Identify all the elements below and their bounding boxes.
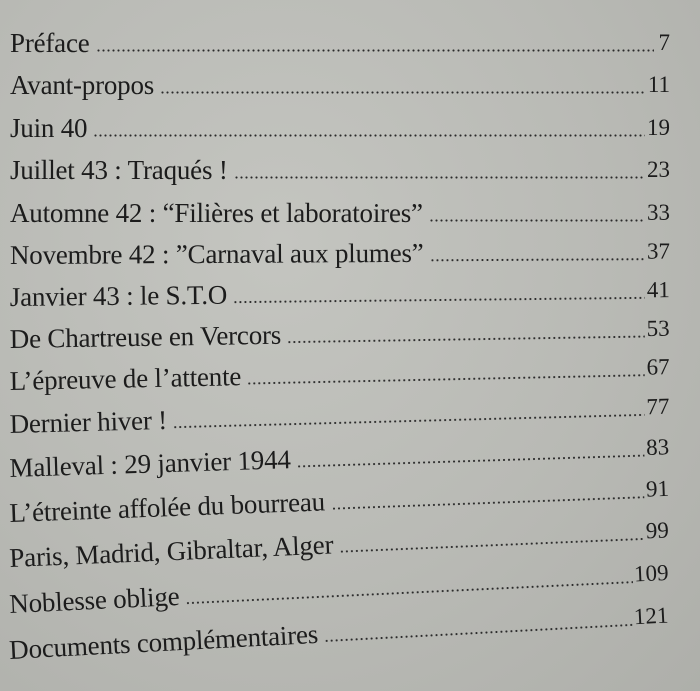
dot-leader: [430, 258, 645, 262]
dot-leader: [173, 413, 644, 428]
toc-entry-page-number: 121: [633, 602, 669, 630]
toc-entry-title: Janvier 43 : le S.T.O: [9, 279, 228, 312]
toc-entry-title: Dernier hiver !: [9, 404, 168, 439]
dot-leader: [297, 454, 645, 468]
toc-entry-title: Novembre 42 : ”Carnaval aux plumes”: [9, 237, 424, 270]
toc-entry-page-number: 77: [646, 393, 670, 420]
toc-entry-title: L’épreuve de l’attente: [9, 361, 242, 396]
toc-entry-novembre-42: [10, 231, 670, 270]
toc-entry-page-number: 83: [645, 434, 670, 460]
toc-entry-title: Juin 40: [10, 113, 88, 143]
toc-entry-page-number: 11: [647, 72, 670, 97]
toc-entry-juin-40: [10, 107, 670, 143]
toc-entry-title: Avant-propos: [10, 70, 155, 100]
toc-entry-title: Documents complémentaires: [8, 618, 319, 665]
toc-entry-page-number: 41: [646, 277, 670, 303]
toc-entry-juillet-43: [10, 149, 670, 185]
toc-entry-page-number: 23: [647, 157, 670, 182]
dot-leader: [247, 374, 644, 385]
dot-leader: [234, 176, 645, 179]
toc-entry-preface: [10, 22, 670, 58]
toc-entry-page-number: 19: [647, 115, 670, 140]
toc-entry-de-chartreuse: [9, 308, 669, 354]
dot-leader: [287, 335, 645, 344]
toc-entry-page-number: 37: [646, 238, 670, 264]
dot-leader: [339, 537, 644, 553]
toc-entry-page-number: 99: [645, 517, 670, 544]
toc-entry-page-number: 33: [647, 200, 670, 225]
dot-leader: [93, 134, 645, 137]
dot-leader: [96, 49, 654, 52]
toc-entry-title: Juillet 43 : Traqués !: [10, 155, 228, 185]
dot-leader: [233, 296, 645, 303]
toc-entry-page-number: 67: [646, 354, 670, 380]
toc-entry-automne-42: [10, 192, 670, 228]
toc-entry-avant-propos: [10, 64, 670, 100]
toc-entry-page-number: 91: [645, 475, 670, 502]
dot-leader: [324, 623, 632, 642]
toc-entry-page-number: 7: [658, 30, 670, 55]
dot-leader: [331, 496, 644, 510]
toc-entry-title: Noblesse oblige: [8, 581, 181, 619]
toc-entry-title: Automne 42 : “Filières et laboratoires”: [10, 198, 423, 228]
toc-entry-janvier-43: [10, 269, 670, 312]
toc-entry-title: Préface: [10, 28, 90, 58]
toc-entry-title: De Chartreuse en Vercors: [9, 319, 282, 354]
dot-leader: [429, 219, 645, 222]
toc-entry-title: L’étreinte affolée du bourreau: [8, 486, 326, 528]
toc-entry-title: Paris, Madrid, Gibraltar, Alger: [8, 529, 334, 573]
toc-entry-page-number: 109: [633, 559, 670, 587]
dot-leader: [160, 91, 646, 94]
toc-entry-title: Malleval : 29 janvier 1944: [9, 444, 292, 483]
toc-entry-page-number: 53: [646, 315, 670, 341]
